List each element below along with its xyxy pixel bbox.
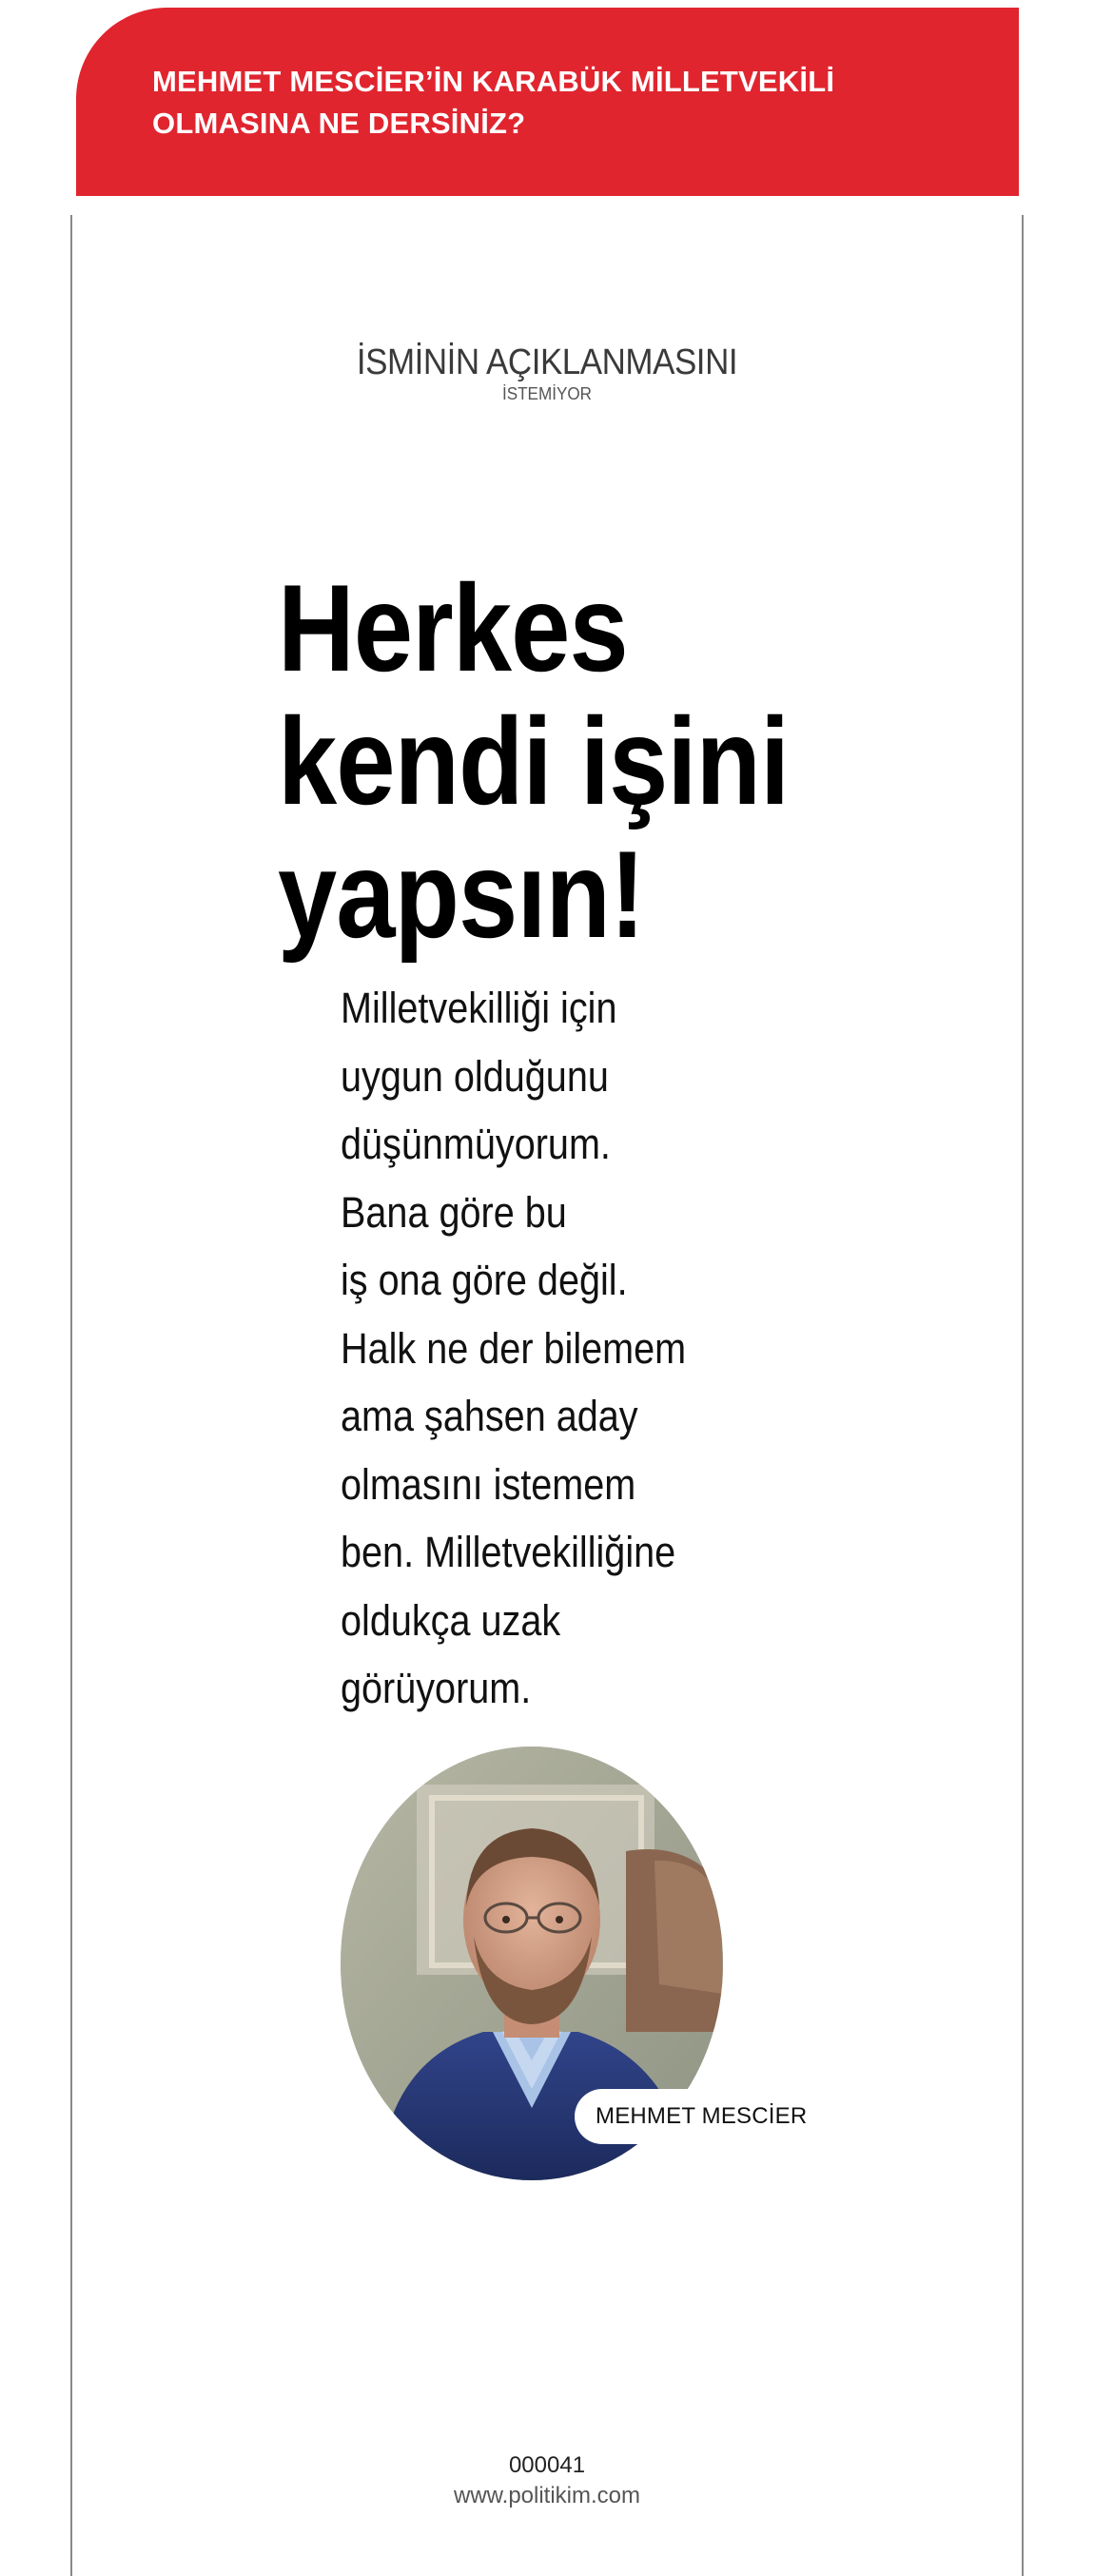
headline: Herkes kendi işini yapsın! — [278, 558, 790, 964]
header-title: MEHMET MESCİER’İN KARABÜK MİLLETVEKİLİ OLMASINA NE DERSİNİZ? — [152, 65, 835, 140]
footer-url[interactable]: www.politikim.com — [453, 2483, 641, 2508]
respondent-sub: İSTEMİYOR — [501, 384, 593, 403]
header-banner — [76, 8, 1019, 196]
footer — [0, 2450, 1094, 2511]
quote-text: Milletvekilliği için uygun olduğunu düşünmüyorum. Bana göre bu iş ona göre değil. Halk ne der bilemem ama şahsen aday olmasını istemem ben. Milletvekilliğine oldukça uzak görüyorum. — [341, 984, 687, 1712]
respondent-main: İSMİNİN AÇIKLANMASINI — [356, 342, 738, 382]
footer-code: 000041 — [508, 2452, 586, 2478]
frame-left-line — [70, 215, 72, 2576]
respondent-label — [0, 342, 1094, 403]
portrait-name-tag: MEHMET MESCİER — [575, 2089, 828, 2144]
frame-right-line — [1022, 215, 1024, 2576]
